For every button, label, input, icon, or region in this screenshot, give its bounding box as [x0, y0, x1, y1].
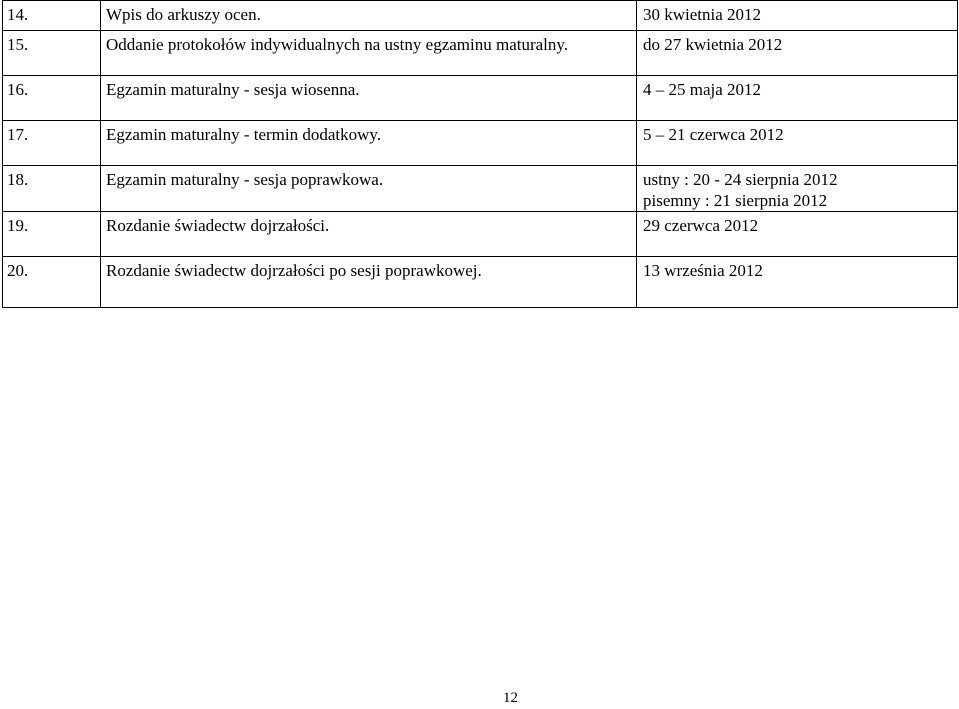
row-activity: Egzamin maturalny - sesja wiosenna. — [101, 76, 637, 121]
row-activity: Oddanie protokołów indywidualnych na ustny egzaminu maturalny. — [101, 31, 637, 76]
row-date — [637, 166, 958, 212]
row-number: 15. — [3, 31, 101, 76]
row-activity: Rozdanie świadectw dojrzałości. — [101, 212, 637, 257]
row-date-line: 13 września 2012 — [643, 261, 763, 280]
row-date — [637, 1, 958, 31]
page-number: 12 — [503, 690, 518, 706]
table-row — [3, 121, 958, 166]
table-row — [3, 31, 958, 76]
table-row — [3, 212, 958, 257]
row-activity: Wpis do arkuszy ocen. — [101, 1, 637, 31]
row-activity: Egzamin maturalny - sesja poprawkowa. — [101, 166, 637, 212]
row-date — [637, 31, 958, 76]
row-date-line-written: pisemny : 21 sierpnia 2012 — [643, 191, 828, 210]
row-number: 16. — [3, 76, 101, 121]
row-number: 14. — [3, 1, 101, 31]
table-row — [3, 76, 958, 121]
row-date-line-oral: ustny : 20 - 24 sierpnia 2012 — [643, 170, 838, 189]
table-row — [3, 1, 958, 31]
table-row — [3, 166, 958, 212]
row-date-line: 29 czerwca 2012 — [643, 216, 759, 235]
table-row — [3, 257, 958, 308]
row-date-line: 30 kwietnia 2012 — [643, 5, 762, 24]
row-number: 20. — [3, 257, 101, 308]
row-activity: Rozdanie świadectw dojrzałości po sesji poprawkowej. — [101, 257, 637, 308]
row-date — [637, 212, 958, 257]
row-date-line: do 27 kwietnia 2012 — [643, 35, 783, 54]
row-date-line: 5 – 21 czerwca 2012 — [643, 125, 784, 144]
row-date — [637, 121, 958, 166]
schedule-table — [2, 0, 958, 308]
row-number: 17. — [3, 121, 101, 166]
row-date — [637, 76, 958, 121]
row-date — [637, 257, 958, 308]
row-date-line: 4 – 25 maja 2012 — [643, 80, 762, 99]
row-number: 19. — [3, 212, 101, 257]
row-number: 18. — [3, 166, 101, 212]
row-activity: Egzamin maturalny - termin dodatkowy. — [101, 121, 637, 166]
